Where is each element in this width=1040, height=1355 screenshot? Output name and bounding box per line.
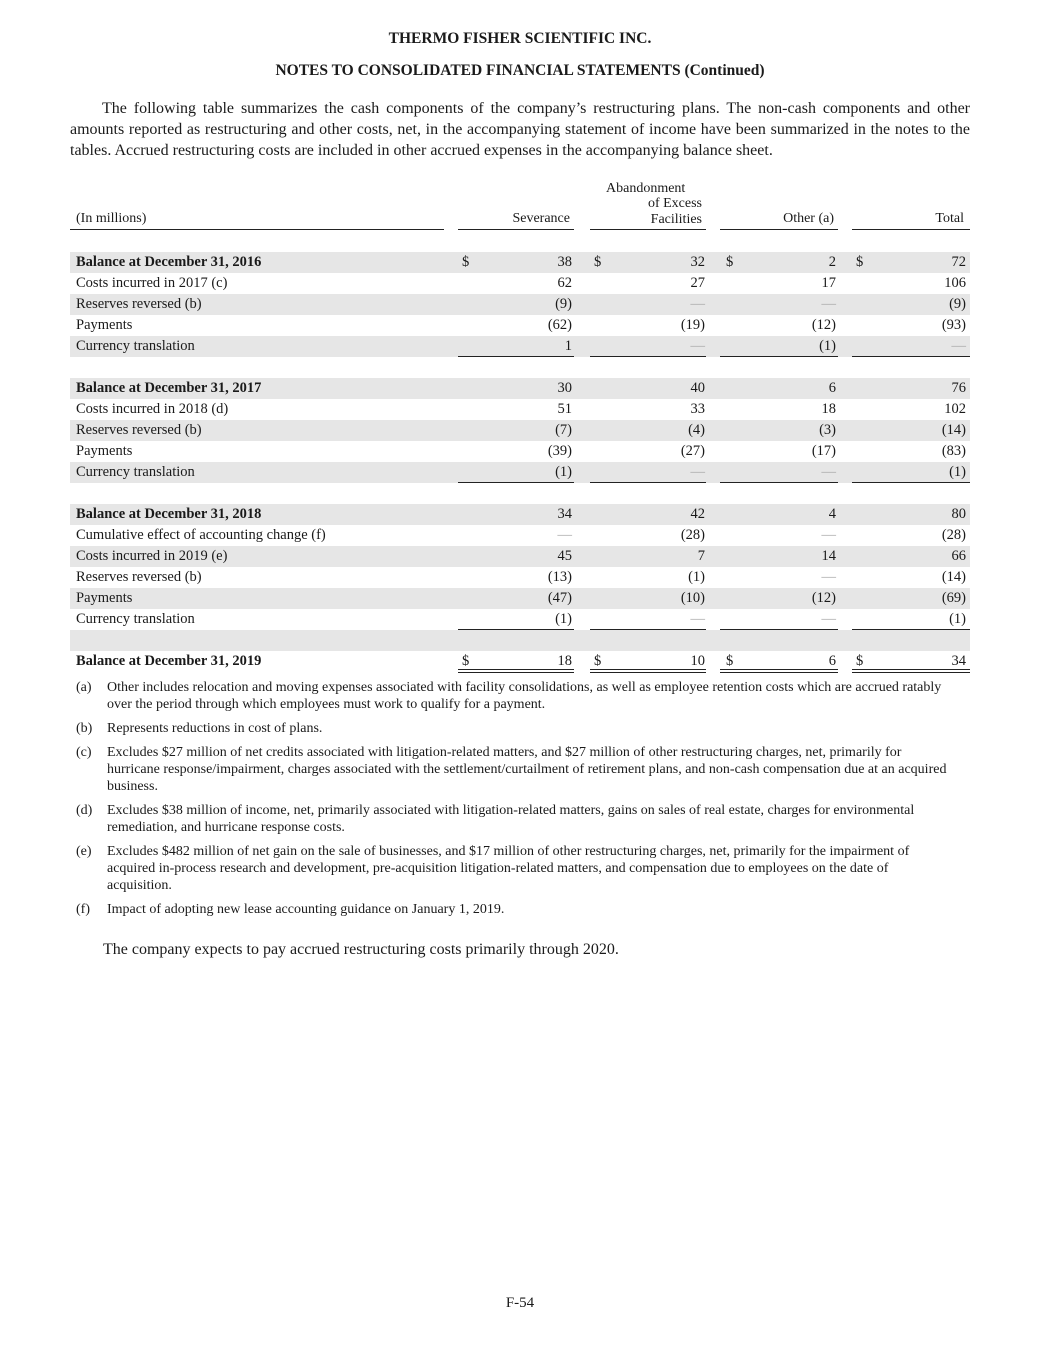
footnote-e [76, 843, 956, 894]
other-value: 6 [828, 653, 836, 669]
total-value: (9) [949, 296, 966, 312]
total-value: 66 [951, 548, 966, 564]
footnote-text: Other includes relocation and moving expenses associated with facility consolidations, as well as employee retention costs which are accrued ratably over the period through which employees must work to qualify for a payment. [107, 680, 942, 712]
subtotal-rule [852, 482, 970, 483]
other-value: — [821, 611, 836, 627]
footnote-text: Excludes $38 million of income, net, primarily associated with litigation-related matters, gains on sales of real estate, charges for environmental remediation, and hurricane response costs. [107, 803, 915, 835]
total-value: 76 [951, 380, 966, 396]
currency-symbol: $ [594, 653, 602, 669]
table-row [70, 588, 970, 609]
footnote-key: (d) [76, 803, 93, 818]
facilities-value: 42 [690, 506, 705, 522]
total-value: — [951, 338, 966, 354]
total-value: (14) [941, 569, 966, 585]
footnote-key: (a) [76, 680, 92, 695]
table-row [70, 420, 970, 441]
currency-symbol: $ [594, 254, 602, 270]
unit-label: (In millions) [76, 211, 147, 226]
facilities-value: 32 [690, 254, 705, 270]
other-value: — [821, 464, 836, 480]
other-value: 18 [821, 401, 836, 417]
footnote-text: Excludes $482 million of net gain on the sale of businesses, and $17 million of other restructuring charges, net, primarily for the impairment of acquired in-process research and development, pre-acquisition litigation-related matters, and compensation due to employees on the date of acquisition. [107, 844, 910, 893]
severance-value: 1 [564, 338, 572, 354]
header-rule-facilities [590, 229, 706, 230]
table-row [70, 462, 970, 483]
page-number: F-54 [505, 1295, 535, 1311]
col-header-facilities-1: Abandonment [606, 181, 686, 196]
facilities-value: (1) [688, 569, 705, 585]
page-subtitle: NOTES TO CONSOLIDATED FINANCIAL STATEMENTS (Continued) [275, 62, 765, 79]
other-value: (17) [811, 443, 836, 459]
facilities-value: — [690, 296, 705, 312]
other-value: 6 [828, 380, 836, 396]
total-value: (83) [941, 443, 966, 459]
total-value: (93) [941, 317, 966, 333]
facilities-value: 27 [690, 275, 705, 291]
header-rule-other [720, 229, 838, 230]
other-value: (3) [819, 422, 836, 438]
row-label: Balance at December 31, 2019 [76, 653, 262, 669]
total-double-rule [590, 669, 706, 673]
severance-value: 45 [557, 548, 572, 564]
total-double-rule [720, 669, 838, 673]
total-value: 106 [944, 275, 966, 291]
subtotal-rule [720, 482, 838, 483]
severance-value: (7) [555, 422, 572, 438]
row-label: Currency translation [76, 338, 195, 354]
currency-symbol: $ [726, 254, 734, 270]
table-row [70, 567, 970, 588]
facilities-value: (4) [688, 422, 705, 438]
col-header-facilities-2: of Excess [647, 196, 702, 211]
col-header-total: Total [935, 211, 964, 226]
total-value: 102 [944, 401, 966, 417]
severance-value: (47) [547, 590, 572, 606]
other-value: 17 [821, 275, 836, 291]
row-label: Payments [76, 443, 133, 459]
row-label: Currency translation [76, 611, 195, 627]
footnote-text: Represents reductions in cost of plans. [107, 721, 323, 736]
footnote-key: (b) [76, 721, 93, 736]
header-rule-total [852, 229, 970, 230]
table-row [70, 273, 970, 294]
other-value: (12) [811, 317, 836, 333]
row-label: Reserves reversed (b) [76, 422, 202, 438]
other-value: — [821, 569, 836, 585]
row-label: Balance at December 31, 2018 [76, 506, 262, 522]
total-value: 34 [951, 653, 966, 669]
closing-sentence: The company expects to pay accrued restructuring costs primarily through 2020. [103, 941, 619, 958]
facilities-value: (10) [680, 590, 705, 606]
total-value: (1) [949, 611, 966, 627]
severance-value: — [557, 527, 572, 543]
total-value: (1) [949, 464, 966, 480]
row-label: Balance at December 31, 2016 [76, 254, 262, 270]
subtotal-rule [458, 482, 574, 483]
other-value: (1) [819, 338, 836, 354]
footnote-c [76, 744, 956, 795]
header-rule-label [70, 229, 444, 230]
col-header-severance: Severance [512, 211, 570, 226]
row-label: Reserves reversed (b) [76, 569, 202, 585]
severance-value: 38 [557, 254, 572, 270]
footnote-key: (c) [76, 745, 92, 760]
company-name: THERMO FISHER SCIENTIFIC INC. [388, 30, 652, 47]
footnote-f [76, 901, 956, 918]
table-row [70, 294, 970, 315]
table-row [70, 399, 970, 420]
other-value: 4 [828, 506, 836, 522]
severance-value: 34 [557, 506, 572, 522]
severance-value: (1) [555, 464, 572, 480]
severance-value: (9) [555, 296, 572, 312]
table-row [70, 378, 970, 399]
table-row [70, 546, 970, 567]
subtotal-rule [720, 356, 838, 357]
total-value: (69) [941, 590, 966, 606]
currency-symbol: $ [462, 653, 470, 669]
facilities-value: (27) [680, 443, 705, 459]
facilities-value: 33 [690, 401, 705, 417]
footnote-key: (f) [76, 902, 90, 917]
subtotal-rule [590, 482, 706, 483]
table-row [70, 441, 970, 462]
col-header-facilities-3: Facilities [650, 212, 702, 227]
spacer-row [70, 630, 970, 651]
other-value: (12) [811, 590, 836, 606]
severance-value: (13) [547, 569, 572, 585]
total-value: (14) [941, 422, 966, 438]
row-label: Balance at December 31, 2017 [76, 380, 262, 396]
other-value: — [821, 296, 836, 312]
facilities-value: 40 [690, 380, 705, 396]
row-label: Payments [76, 317, 133, 333]
subtotal-rule [590, 356, 706, 357]
row-label: Currency translation [76, 464, 195, 480]
facilities-value: — [690, 464, 705, 480]
facilities-value: 7 [697, 548, 705, 564]
footnote-text: Excludes $27 million of net credits associated with litigation-related matters, and $27 million of other restructuring charges, net, primarily for hurricane response/impairment, charges associated with the settlement/curtailment of retirement plans, and non-cash compensation due at an acquired business. [107, 745, 947, 794]
footnote-a [76, 679, 956, 713]
total-double-rule [458, 669, 574, 673]
currency-symbol: $ [726, 653, 734, 669]
table-row [70, 609, 970, 630]
facilities-value: (28) [680, 527, 705, 543]
row-label: Costs incurred in 2017 (c) [76, 275, 228, 291]
severance-value: 30 [557, 380, 572, 396]
total-value: 72 [951, 254, 966, 270]
row-label: Costs incurred in 2018 (d) [76, 401, 229, 417]
table-row [70, 252, 970, 273]
footnote-key: (e) [76, 844, 92, 859]
severance-value: 62 [557, 275, 572, 291]
other-value: — [821, 527, 836, 543]
total-double-rule [852, 669, 970, 673]
subtotal-rule [458, 356, 574, 357]
row-label: Costs incurred in 2019 (e) [76, 548, 228, 564]
footnotes [76, 679, 956, 925]
facilities-value: — [690, 338, 705, 354]
severance-value: (1) [555, 611, 572, 627]
row-label: Reserves reversed (b) [76, 296, 202, 312]
severance-value: 51 [557, 401, 572, 417]
currency-symbol: $ [856, 653, 864, 669]
footnote-text: Impact of adopting new lease accounting guidance on January 1, 2019. [107, 902, 505, 917]
currency-symbol: $ [856, 254, 864, 270]
subtotal-rule [852, 356, 970, 357]
severance-value: 18 [557, 653, 572, 669]
footnote-d [76, 802, 956, 836]
total-value: 80 [951, 506, 966, 522]
footnote-b [76, 720, 956, 737]
intro-paragraph: The following table summarizes the cash components of the company’s restructuring plans. The non-cash components and other amounts reported as restructuring and other costs, net, in the accompanying statement of income have been summarized in the notes to the tables. Accrued restructuring costs are included in other accrued expenses in the accompanying balance sheet. [70, 100, 970, 159]
facilities-value: (19) [680, 317, 705, 333]
table-row [70, 336, 970, 357]
table-row [70, 525, 970, 546]
other-value: 2 [828, 254, 836, 270]
header-rule-severance [458, 229, 574, 230]
total-value: (28) [941, 527, 966, 543]
table-row [70, 504, 970, 525]
row-label: Cumulative effect of accounting change (f) [76, 527, 326, 543]
facilities-value: — [690, 611, 705, 627]
table-row [70, 315, 970, 336]
severance-value: (39) [547, 443, 572, 459]
facilities-value: 10 [690, 653, 705, 669]
other-value: 14 [821, 548, 836, 564]
currency-symbol: $ [462, 254, 470, 270]
severance-value: (62) [547, 317, 572, 333]
col-header-other: Other (a) [783, 211, 834, 226]
row-label: Payments [76, 590, 133, 606]
